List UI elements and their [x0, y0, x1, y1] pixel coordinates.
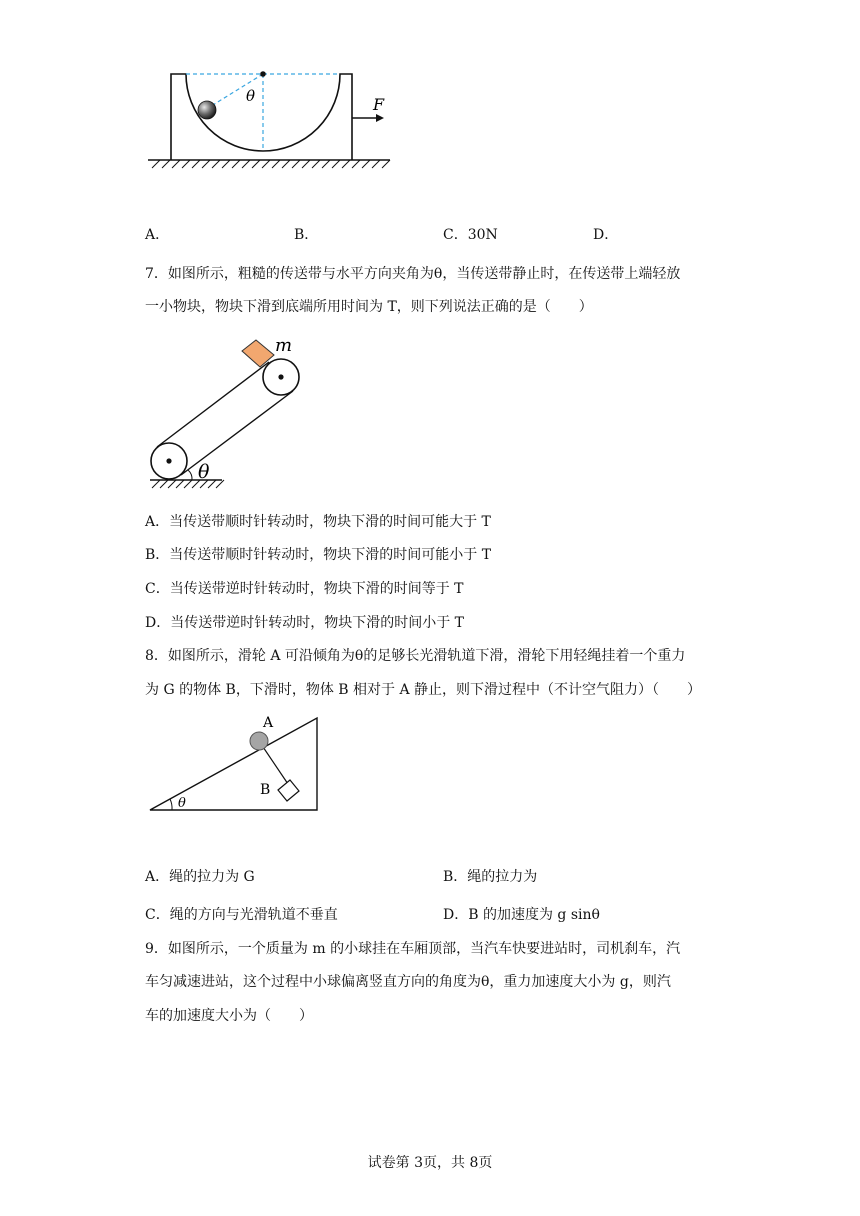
q8-stem-line2: 为 G 的物体 B，下滑时，物体 B 相对于 A 静止，则下滑过程中（不计空气阻力）（ ） — [145, 682, 702, 698]
fig7-conveyor-diagram — [0, 330, 860, 490]
fig7-mass-label: m — [275, 335, 293, 356]
fig8-label-b: B — [260, 782, 271, 798]
fig6-force-label: F — [373, 95, 385, 114]
q9-stem-line1: 9．如图所示，一个质量为 m 的小球挂在车厢顶部，当汽车快要进站时，司机刹车，汽 — [145, 941, 681, 957]
fig6-diagram — [0, 0, 860, 200]
q6-option-b: B． — [294, 227, 319, 243]
fig7-theta-label: θ — [198, 461, 210, 483]
q8-option-c: C．绳的方向与光滑轨道不垂直 — [145, 907, 338, 923]
page-footer: 试卷第 3页，共 8页 — [367, 1155, 493, 1171]
q7-stem-line2: 一小物块，物块下滑到底端所用时间为 T，则下列说法正确的是（ ） — [145, 299, 593, 315]
q6-option-d: D． — [593, 227, 619, 243]
q7-option-d: D．当传送带逆时针转动时，物块下滑的时间小于 T — [145, 615, 465, 631]
q6-option-a: A． — [145, 227, 170, 243]
q9-stem-line3: 车的加速度大小为（ ） — [145, 1008, 313, 1024]
q7-stem-line1: 7．如图所示，粗糙的传送带与水平方向夹角为θ，当传送带静止时，在传送带上端轻放 — [145, 266, 681, 282]
q8-option-b: B．绳的拉力为 — [443, 869, 538, 885]
fig8-theta-label: θ — [178, 796, 186, 811]
q7-option-b: B．当传送带顺时针转动时，物块下滑的时间可能小于 T — [145, 547, 492, 563]
fig6-theta-label: θ — [246, 87, 256, 105]
q8-stem-line1: 8．如图所示，滑轮 A 可沿倾角为θ的足够长光滑轨道下滑，滑轮下用轻绳挂着一个重力 — [145, 648, 686, 664]
q7-option-a: A．当传送带顺时针转动时，物块下滑的时间可能大于 T — [145, 514, 491, 530]
q9-stem-line2: 车匀减速进站，这个过程中小球偏离竖直方向的角度为θ，重力加速度大小为 g，则汽 — [145, 974, 671, 990]
q8-option-a: A．绳的拉力为 G — [145, 869, 255, 885]
q8-option-d: D．B 的加速度为 g sinθ — [443, 907, 600, 923]
q7-option-c: C．当传送带逆时针转动时，物块下滑的时间等于 T — [145, 581, 464, 597]
q6-option-c: C．30N — [443, 227, 498, 243]
ball — [198, 101, 216, 119]
fig8-incline-diagram — [0, 710, 860, 830]
pulley-a — [250, 732, 268, 750]
block-b — [278, 780, 299, 801]
fig8-label-a: A — [263, 715, 274, 731]
